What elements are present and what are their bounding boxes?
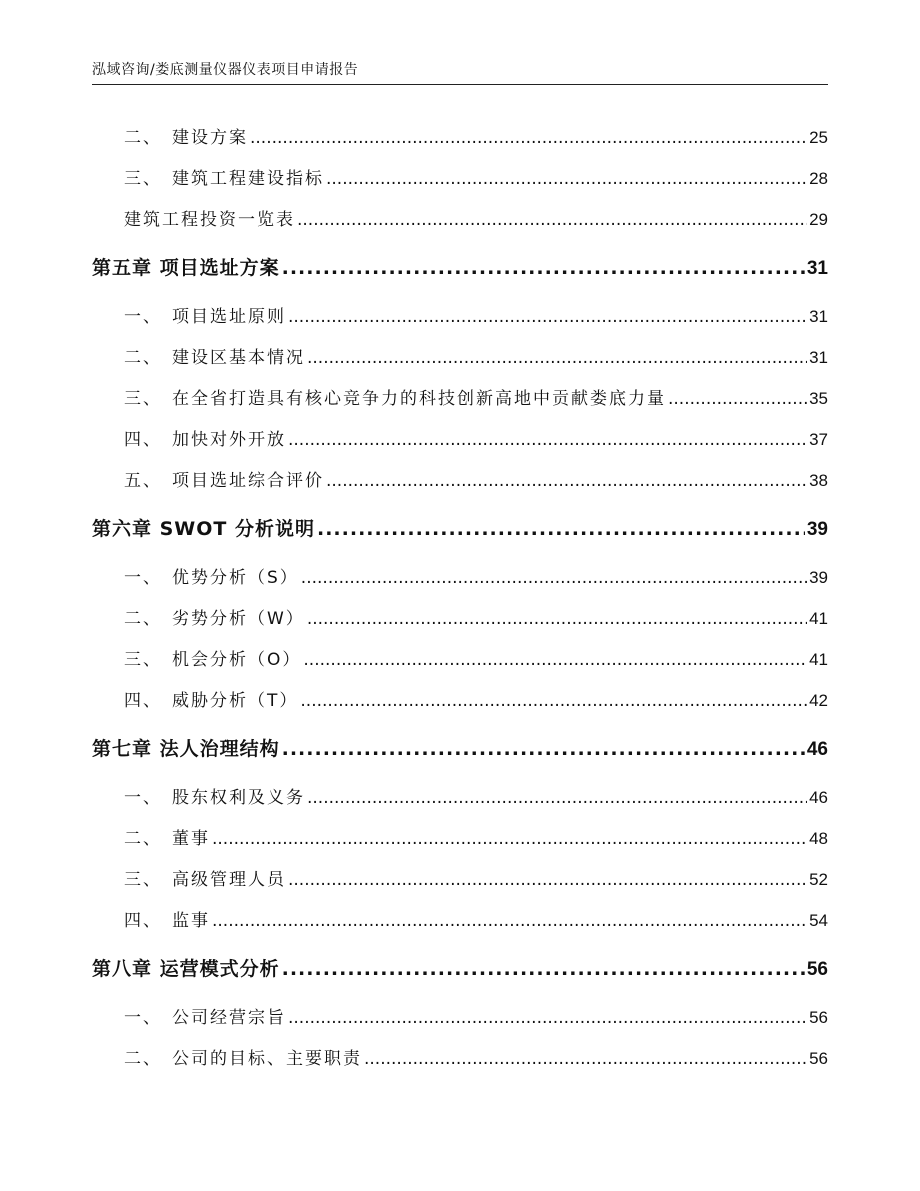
toc-leader-dots: [282, 242, 805, 294]
toc-entry-title: 机会分析（O）: [172, 650, 302, 670]
toc-entry-page: 35: [809, 389, 828, 408]
toc-leader-dots: [282, 943, 805, 995]
toc-entry-number: 二、: [124, 1049, 162, 1069]
toc-leader-dots: [326, 159, 807, 200]
toc-leader-dots: [326, 461, 807, 502]
toc-chapter-5[interactable]: [92, 242, 828, 294]
toc-leader-dots: [288, 998, 807, 1039]
toc-entry-10[interactable]: [92, 557, 828, 598]
toc-entry-title: 董事: [172, 829, 210, 849]
toc-entry-page: 48: [809, 829, 828, 848]
toc-entry-page: 31: [809, 307, 828, 326]
toc-entry-2[interactable]: [92, 199, 828, 240]
toc-entry-4[interactable]: [92, 296, 828, 337]
toc-leader-dots: [282, 723, 805, 775]
toc-entry-1[interactable]: [92, 158, 828, 199]
toc-entry-title: 建设区基本情况: [172, 348, 305, 368]
toc-entry-page: 54: [809, 911, 828, 930]
toc-entry-6[interactable]: [92, 378, 828, 419]
toc-entry-12[interactable]: [92, 639, 828, 680]
toc-entry-title: 建筑工程建设指标: [172, 169, 324, 189]
toc-leader-dots: [300, 681, 807, 722]
toc-leader-dots: [307, 778, 807, 819]
toc-entry-page: 25: [809, 128, 828, 147]
toc-entry-number: 三、: [124, 870, 162, 890]
toc-chapter-page: 56: [806, 959, 828, 980]
toc-entry-page: 37: [809, 430, 828, 449]
toc-entry-page: 28: [809, 169, 828, 188]
toc-chapter-page: 39: [806, 519, 828, 540]
header-title: 泓域咨询/娄底测量仪器仪表项目申请报告: [92, 62, 359, 78]
toc-entry-page: 42: [809, 691, 828, 710]
toc-entry-15[interactable]: [92, 777, 828, 818]
toc-entry-page: 56: [809, 1049, 828, 1068]
toc-leader-dots: [212, 901, 807, 942]
toc-entry-page: 41: [809, 609, 828, 628]
toc-entry-title: 优势分析（S）: [172, 568, 299, 588]
toc-entry-page: 52: [809, 870, 828, 889]
toc-entry-number: 一、: [124, 1008, 162, 1028]
toc-chapter-page: 31: [806, 258, 828, 279]
toc-entry-title: 公司经营宗旨: [172, 1008, 286, 1028]
table-of-contents: [92, 117, 828, 1079]
toc-entry-number: 三、: [124, 389, 162, 409]
toc-entry-title: 建设方案: [172, 128, 248, 148]
toc-entry-number: 三、: [124, 650, 162, 670]
toc-entry-title: 监事: [172, 911, 210, 931]
toc-entry-5[interactable]: [92, 337, 828, 378]
toc-entry-21[interactable]: [92, 1038, 828, 1079]
toc-entry-page: 29: [809, 210, 828, 229]
toc-chapter-8[interactable]: [92, 943, 828, 995]
toc-chapter-7[interactable]: [92, 723, 828, 775]
toc-leader-dots: [288, 860, 807, 901]
toc-entry-number: 二、: [124, 348, 162, 368]
toc-entry-page: 39: [809, 568, 828, 587]
toc-entry-title: 威胁分析（T）: [172, 691, 299, 711]
toc-entry-page: 31: [809, 348, 828, 367]
toc-chapter-title: 第六章 SWOT 分析说明: [92, 518, 315, 540]
toc-entry-20[interactable]: [92, 997, 828, 1038]
toc-leader-dots: [307, 338, 807, 379]
toc-entry-title: 高级管理人员: [172, 870, 286, 890]
toc-entry-page: 56: [809, 1008, 828, 1027]
toc-entry-number: 五、: [124, 471, 162, 491]
toc-chapter-title: 第七章 法人治理结构: [92, 738, 280, 760]
toc-entry-title: 在全省打造具有核心竞争力的科技创新高地中贡献娄底力量: [172, 389, 666, 409]
toc-entry-number: 二、: [124, 128, 162, 148]
toc-entry-title: 建筑工程投资一览表: [124, 210, 295, 230]
toc-leader-dots: [307, 599, 807, 640]
toc-leader-dots: [317, 503, 805, 555]
toc-entry-number: 二、: [124, 829, 162, 849]
toc-entry-title: 项目选址原则: [172, 307, 286, 327]
toc-leader-dots: [301, 558, 807, 599]
toc-entry-title: 公司的目标、主要职责: [172, 1049, 362, 1069]
toc-entry-17[interactable]: [92, 859, 828, 900]
toc-chapter-6[interactable]: [92, 503, 828, 555]
toc-leader-dots: [364, 1039, 807, 1080]
toc-entry-number: 一、: [124, 568, 162, 588]
toc-leader-dots: [297, 200, 807, 241]
toc-entry-11[interactable]: [92, 598, 828, 639]
page-header: [92, 58, 828, 85]
toc-entry-0[interactable]: [92, 117, 828, 158]
toc-entry-number: 四、: [124, 430, 162, 450]
toc-entry-title: 股东权利及义务: [172, 788, 305, 808]
toc-leader-dots: [212, 819, 807, 860]
toc-entry-title: 加快对外开放: [172, 430, 286, 450]
toc-leader-dots: [288, 420, 807, 461]
toc-entry-page: 46: [809, 788, 828, 807]
toc-entry-number: 一、: [124, 307, 162, 327]
toc-leader-dots: [668, 379, 807, 420]
toc-leader-dots: [250, 118, 807, 159]
toc-entry-18[interactable]: [92, 900, 828, 941]
toc-entry-title: 项目选址综合评价: [172, 471, 324, 491]
toc-leader-dots: [288, 297, 807, 338]
toc-entry-number: 二、: [124, 609, 162, 629]
toc-chapter-title: 第八章 运营模式分析: [92, 958, 280, 980]
toc-entry-number: 四、: [124, 691, 162, 711]
toc-entry-number: 四、: [124, 911, 162, 931]
toc-entry-number: 三、: [124, 169, 162, 189]
toc-entry-8[interactable]: [92, 460, 828, 501]
toc-chapter-title: 第五章 项目选址方案: [92, 257, 280, 279]
toc-leader-dots: [303, 640, 807, 681]
toc-entry-13[interactable]: [92, 680, 828, 721]
toc-entry-16[interactable]: [92, 818, 828, 859]
toc-entry-page: 41: [809, 650, 828, 669]
toc-entry-number: 一、: [124, 788, 162, 808]
toc-entry-page: 38: [809, 471, 828, 490]
toc-entry-title: 劣势分析（W）: [172, 609, 305, 629]
toc-entry-7[interactable]: [92, 419, 828, 460]
toc-chapter-page: 46: [806, 739, 828, 760]
